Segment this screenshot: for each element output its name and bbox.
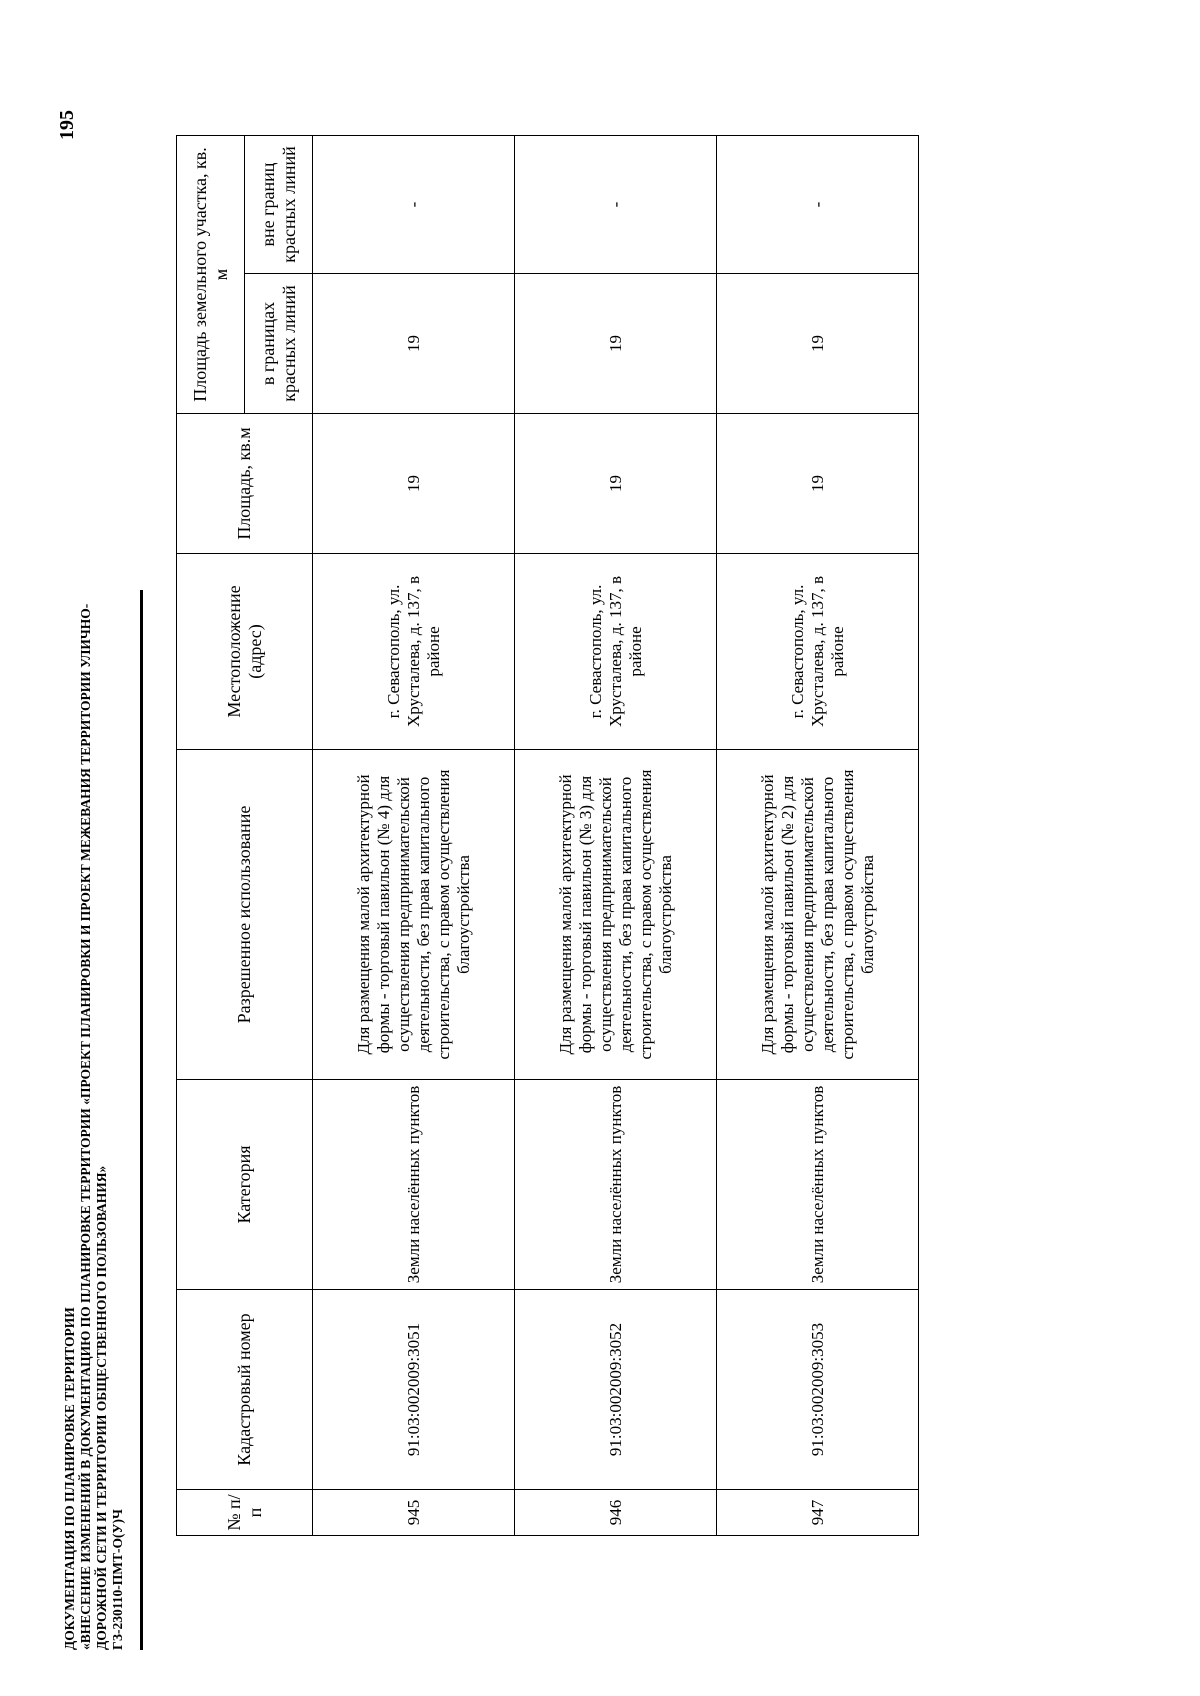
row-outside-red: - <box>515 136 717 274</box>
row-area: 19 <box>717 414 919 554</box>
header-cadastral: Кадастровый номер <box>177 1290 313 1490</box>
table-row <box>515 136 717 1536</box>
row-area: 19 <box>313 414 515 554</box>
header-divider <box>140 590 143 1650</box>
table-row <box>717 136 919 1536</box>
row-location: г. Севастополь, ул. Хрусталева, д. 137, в районе <box>515 554 717 750</box>
row-cadastral: 91:03:002009:3051 <box>313 1290 515 1490</box>
row-location: г. Севастополь, ул. Хрусталева, д. 137, в районе <box>313 554 515 750</box>
row-within-red: 19 <box>515 274 717 414</box>
row-outside-red: - <box>717 136 919 274</box>
page-number: 195 <box>56 110 78 140</box>
header-area: Площадь, кв.м <box>177 414 313 554</box>
row-num: 946 <box>515 1490 717 1536</box>
header-usage: Разрешенное использование <box>177 750 313 1080</box>
row-num: 945 <box>313 1490 515 1536</box>
header-category: Категория <box>177 1080 313 1290</box>
row-outside-red: - <box>313 136 515 274</box>
row-area: 19 <box>515 414 717 554</box>
table-row <box>313 136 515 1536</box>
header-line-2: «ВНЕСЕНИЕ ИЗМЕНЕНИЙ В ДОКУМЕНТАЦИЮ ПО ПЛАНИРОВКЕ ТЕРРИТОРИИ «ПРОЕКТ ПЛАНИРОВКИ И ПРОЕКТ МЕЖЕВАНИЯ ТЕРРИТОРИИ УЛИЧНО- <box>78 603 93 1650</box>
header-line-1: ДОКУМЕНТАЦИЯ ПО ПЛАНИРОВКЕ ТЕРРИТОРИИ <box>62 1307 77 1650</box>
document-header <box>62 550 126 1650</box>
row-cadastral: 91:03:002009:3052 <box>515 1290 717 1490</box>
row-category: Земли населённых пунктов <box>313 1080 515 1290</box>
land-plot-table <box>176 135 919 1536</box>
header-location: Местоположение (адрес) <box>177 554 313 750</box>
row-num: 947 <box>717 1490 919 1536</box>
row-usage: Для размещения малой архитектурной формы - торговый павильон (№ 2) для осуществления предпринимательской деятельности, без права капитального строительства, с правом осуществления благоустройства <box>717 750 919 1080</box>
row-cadastral: 91:03:002009:3053 <box>717 1290 919 1490</box>
row-category: Земли населённых пунктов <box>515 1080 717 1290</box>
row-within-red: 19 <box>313 274 515 414</box>
row-usage: Для размещения малой архитектурной формы - торговый павильон (№ 3) для осуществления предпринимательской деятельности, без права капитального строительства, с правом осуществления благоустройства <box>515 750 717 1080</box>
row-category: Земли населённых пунктов <box>717 1080 919 1290</box>
row-within-red: 19 <box>717 274 919 414</box>
header-num: № п/п <box>177 1490 313 1536</box>
row-location: г. Севастополь, ул. Хрусталева, д. 137, в районе <box>717 554 919 750</box>
header-outside-red-lines: вне границ красных линий <box>245 136 313 274</box>
header-within-red-lines: в границах красных линий <box>245 274 313 414</box>
row-usage: Для размещения малой архитектурной формы - торговый павильон (№ 4) для осуществления предпринимательской деятельности, без права капитального строительства, с правом осуществления благоустройства <box>313 750 515 1080</box>
header-land-area: Площадь земельного участка, кв. м <box>177 136 245 414</box>
header-line-4: ГЗ-230110-ПМТ-О(У)Ч <box>110 1509 125 1650</box>
header-line-3: ДОРОЖНОЙ СЕТИ И ТЕРРИТОРИИ ОБЩЕСТВЕННОГО ПОЛЬЗОВАНИЯ» <box>94 1165 109 1650</box>
